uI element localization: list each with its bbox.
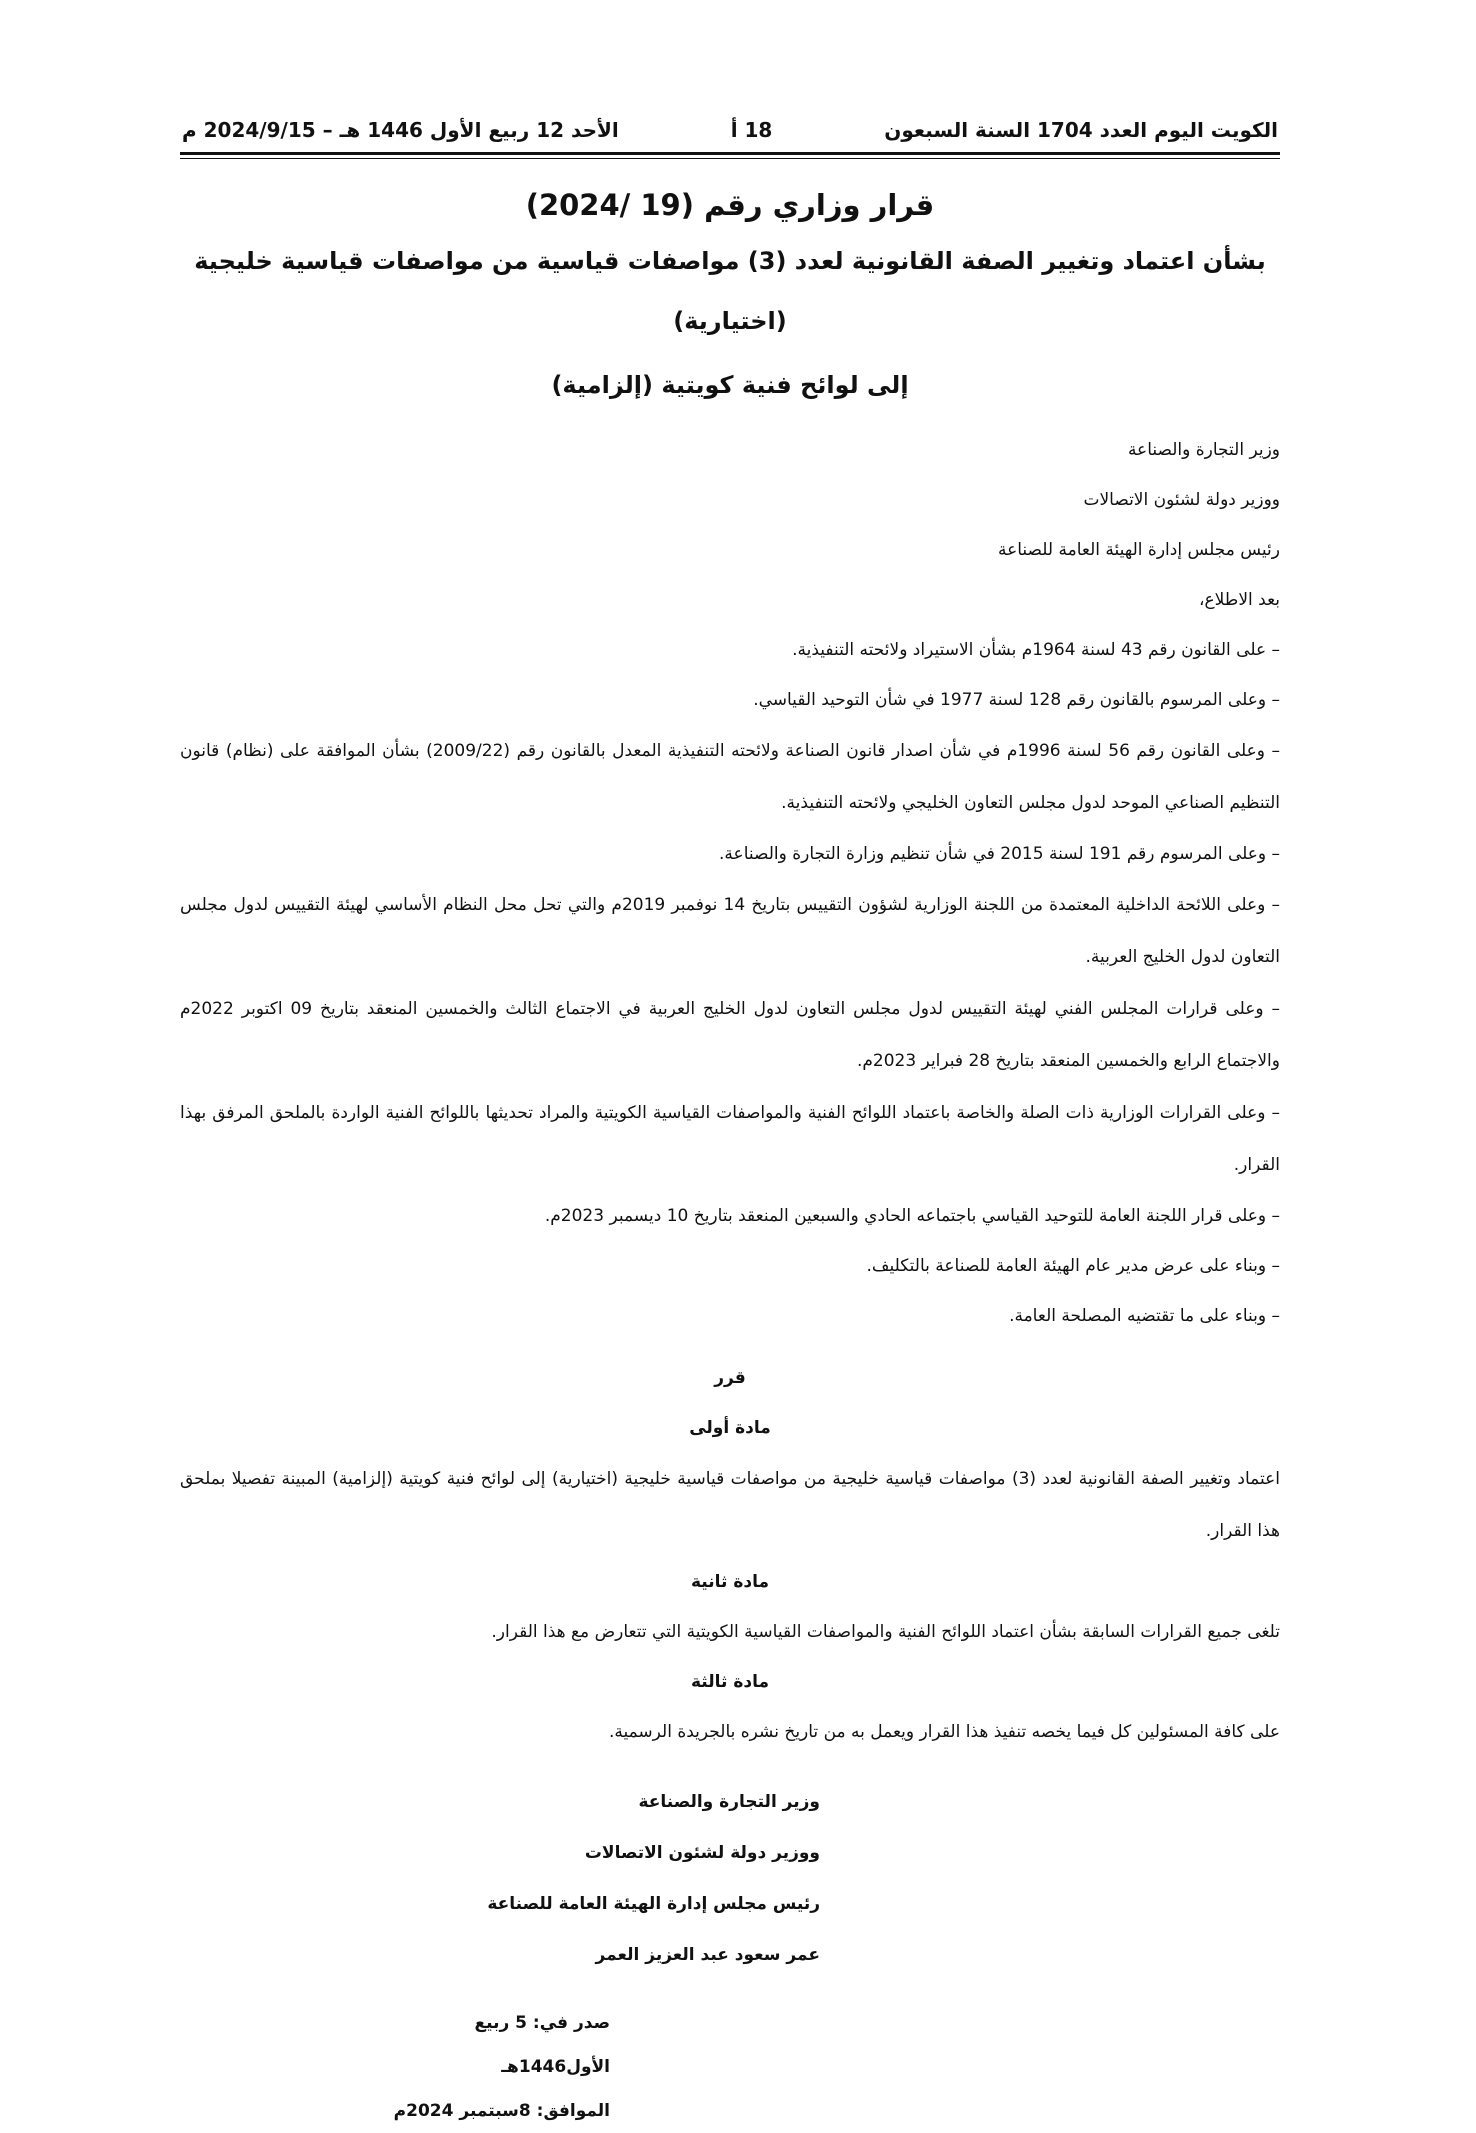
issue-date: الأحد 12 ربيع الأول 1446 هـ – 2024/9/15 م xyxy=(182,118,619,142)
issuer-state-minister: ووزير دولة لشئون الاتصالات xyxy=(1083,490,1280,510)
article-2-text: تلغى جميع القرارات السابقة بشأن اعتماد اللوائح الفنية والمواصفات القياسية الكويتية التي تتعارض مع هذا القرار. xyxy=(491,1622,1280,1642)
recital-6: – وعلى قرارات المجلس الفني لهيئة التقييس لدول مجلس التعاون لدول الخليج العربية في الاجتماع الثالث والخمسين المنعقد بتاريخ 09 اكتوبر 2022م والاجتماع الرابع والخمسين المنعقد بتاريخ 28 فبراير 2023م. xyxy=(180,999,1280,1071)
page-number: 18 أ xyxy=(730,118,773,142)
signature-block xyxy=(400,1777,820,1981)
recital-8: – وعلى قرار اللجنة العامة للتوحيد القياسي باجتماعه الحادي والسبعين المنعقد بتاريخ 10 ديسمبر 2023م. xyxy=(544,1206,1280,1226)
article-3-text: على كافة المسئولين كل فيما يخصه تنفيذ هذا القرار ويعمل به من تاريخ نشره بالجريدة الرسمية. xyxy=(608,1722,1280,1742)
gazette-page xyxy=(180,118,1280,2133)
issued-hijri-date: صدر في: 5 ربيع الأول1446هـ xyxy=(474,2013,610,2077)
recital-9: – وبناء على عرض مدير عام الهيئة العامة للصناعة بالتكليف. xyxy=(866,1256,1280,1276)
page-header xyxy=(180,118,1280,152)
article-1-heading: مادة أولى xyxy=(689,1418,771,1438)
recital-2: – وعلى المرسوم بالقانون رقم 128 لسنة 1977 في شأن التوحيد القياسي. xyxy=(753,690,1280,710)
after-review: بعد الاطلاع، xyxy=(1199,590,1280,610)
decided-heading: قرر xyxy=(714,1368,746,1388)
header-rule-thin xyxy=(180,158,1280,159)
decision-subject-line-2: إلى لوائح فنية كويتية (إلزامية) xyxy=(551,371,909,399)
issuer-minister: وزير التجارة والصناعة xyxy=(1127,440,1280,460)
article-3-heading: مادة ثالثة xyxy=(691,1672,769,1692)
recital-7: – وعلى القرارات الوزارية ذات الصلة والخاصة باعتماد اللوائح الفنية والمواصفات القياسية الكويتية والمراد تحديثها باللوائح الفنية الواردة بالملحق المرفق بهذا القرار. xyxy=(180,1103,1280,1175)
recital-1: – على القانون رقم 43 لسنة 1964م بشأن الاستيراد ولائحته التنفيذية. xyxy=(792,640,1280,660)
signatory-name: عمر سعود عبد العزيز العمر xyxy=(595,1945,820,1965)
signature-title-2: ووزير دولة لشئون الاتصالات xyxy=(584,1843,820,1863)
decision-subject-line-1: بشأن اعتماد وتغيير الصفة القانونية لعدد (3) مواصفات قياسية من مواصفات قياسية خليجية (اختيارية) xyxy=(194,247,1266,335)
recital-4: – وعلى المرسوم رقم 191 لسنة 2015 في شأن تنظيم وزارة التجارة والصناعة. xyxy=(719,844,1280,864)
article-2-heading: مادة ثانية xyxy=(691,1572,769,1592)
issued-gregorian-date: الموافق: 8سبتمبر 2024م xyxy=(393,2101,610,2121)
signature-title-1: وزير التجارة والصناعة xyxy=(638,1792,820,1812)
recital-3: – وعلى القانون رقم 56 لسنة 1996م في شأن اصدار قانون الصناعة ولائحته التنفيذية المعدل بالقانون رقم (2009/22) بشأن الموافقة على (نظام) قانون التنظيم الصناعي الموحد لدول مجلس التعاون الخليجي ولائحته التنفيذية. xyxy=(180,741,1280,813)
issue-date-block xyxy=(360,2001,610,2133)
decision-title: قرار وزاري رقم (19 /2024) xyxy=(525,188,935,222)
publication-issue: الكويت اليوم العدد 1704 السنة السبعون xyxy=(884,118,1278,142)
issuer-board-chair: رئيس مجلس إدارة الهيئة العامة للصناعة xyxy=(997,540,1280,560)
recital-10: – وبناء على ما تقتضيه المصلحة العامة. xyxy=(1009,1306,1280,1326)
recital-5: – وعلى اللائحة الداخلية المعتمدة من اللجنة الوزارية لشؤون التقييس بتاريخ 14 نوفمبر 2019م والتي تحل محل النظام الأساسي لهيئة التقييس لدول مجلس التعاون لدول الخليج العربية. xyxy=(180,895,1281,967)
article-1-text: اعتماد وتغيير الصفة القانونية لعدد (3) مواصفات قياسية خليجية من مواصفات قياسية خليجية (اختيارية) إلى لوائح فنية كويتية (إلزامية) المبينة تفصيلا بملحق هذا القرار. xyxy=(180,1469,1280,1541)
header-rule-thick xyxy=(180,152,1280,155)
signature-title-3: رئيس مجلس إدارة الهيئة العامة للصناعة xyxy=(487,1894,820,1914)
